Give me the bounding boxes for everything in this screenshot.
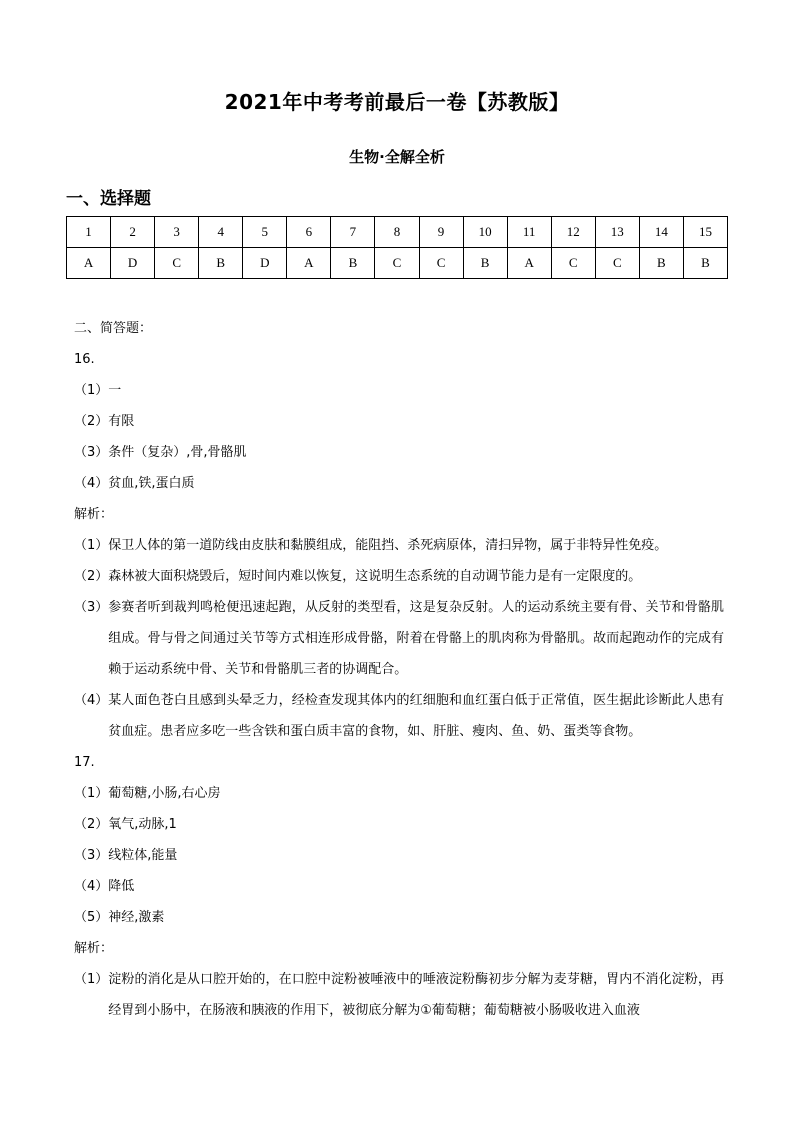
question-number: 16. [74, 352, 95, 367]
question-number-cell: 12 [551, 217, 595, 248]
analysis-number: （3） [74, 600, 109, 615]
short-answer-section [74, 313, 724, 1026]
question-number-cell: 7 [331, 217, 375, 248]
page-subtitle: 生物·全解全析 [349, 148, 445, 166]
answer-table-number-row [67, 217, 728, 248]
analysis-text: 淀粉的消化是从口腔开始的，在口腔中淀粉被唾液中的唾液淀粉酶初步分解为麦芽糖，胃内不消化淀粉，再经胃到小肠中，在肠液和胰液的作用下，被彻底分解为①葡萄糖；葡萄糖被小肠吸收进入血液 [108, 972, 724, 1018]
answer-cell: C [155, 248, 199, 279]
answer-cell: C [375, 248, 419, 279]
answer-line: （3）条件（复杂）,骨,骨骼肌 [74, 445, 247, 460]
answer-line: （3）线粒体,能量 [74, 848, 178, 863]
question-number-cell: 1 [67, 217, 111, 248]
analysis-text: 保卫人体的第一道防线由皮肤和黏膜组成，能阻挡、杀死病原体，清扫异物，属于非特异性免疫。 [108, 538, 668, 553]
answer-cell: C [595, 248, 639, 279]
question-number-cell: 11 [507, 217, 551, 248]
analysis-paragraph [74, 561, 724, 592]
answer-cell: A [507, 248, 551, 279]
answer-table [66, 216, 728, 279]
answer-line: （1）葡萄糖,小肠,右心房 [74, 786, 221, 801]
answer-cell: A [67, 248, 111, 279]
answer-line: （4）降低 [74, 879, 135, 894]
analysis-text: 森林被大面积烧毁后，短时间内难以恢复，这说明生态系统的自动调节能力是有一定限度的。 [108, 569, 642, 584]
question-number-cell: 14 [639, 217, 683, 248]
answer-line: （2）氧气,动脉,1 [74, 817, 177, 832]
question-number-cell: 8 [375, 217, 419, 248]
answer-cell: B [463, 248, 507, 279]
question-number: 17. [74, 755, 95, 770]
answer-cell: C [551, 248, 595, 279]
analysis-paragraph [74, 964, 724, 1026]
analysis-label: 解析： [74, 507, 114, 522]
answer-cell: C [419, 248, 463, 279]
analysis-paragraph [74, 530, 724, 561]
analysis-number: （1） [74, 538, 109, 553]
question-number-cell: 13 [595, 217, 639, 248]
question-number-cell: 5 [243, 217, 287, 248]
answer-table-answer-row [67, 248, 728, 279]
answer-cell: B [639, 248, 683, 279]
answer-cell: B [683, 248, 727, 279]
analysis-text: 某人面色苍白且感到头晕乏力，经检查发现其体内的红细胞和血红蛋白低于正常值，医生据此诊断此人患有贫血症。患者应多吃一些含铁和蛋白质丰富的食物，如、肝脏、瘦肉、鱼、奶、蛋类等食物。 [108, 693, 724, 739]
question-number-cell: 10 [463, 217, 507, 248]
answer-cell: D [111, 248, 155, 279]
analysis-number: （1） [74, 972, 109, 987]
analysis-text: 参赛者听到裁判鸣枪便迅速起跑，从反射的类型看，这是复杂反射。人的运动系统主要有骨、关节和骨骼肌组成。骨与骨之间通过关节等方式相连形成骨骼，附着在骨骼上的肌肉称为骨骼肌。故而起跑动作的完成有赖于运动系统中骨、关节和骨骼肌三者的协调配合。 [108, 600, 724, 677]
page-title: 2021年中考考前最后一卷【苏教版】 [224, 90, 570, 114]
answer-cell: D [243, 248, 287, 279]
section-heading-short-answer: 二、简答题： [74, 321, 153, 336]
answer-cell: A [287, 248, 331, 279]
answer-line: （2）有限 [74, 414, 135, 429]
analysis-label: 解析： [74, 941, 114, 956]
analysis-number: （2） [74, 569, 109, 584]
question-number-cell: 9 [419, 217, 463, 248]
question-number-cell: 2 [111, 217, 155, 248]
question-number-cell: 15 [683, 217, 727, 248]
question-number-cell: 6 [287, 217, 331, 248]
answer-line: （5）神经,激素 [74, 910, 165, 925]
answer-cell: B [331, 248, 375, 279]
answer-line: （4）贫血,铁,蛋白质 [74, 476, 195, 491]
analysis-paragraph [74, 685, 724, 747]
answer-line: （1）一 [74, 383, 122, 398]
question-number-cell: 4 [199, 217, 243, 248]
analysis-number: （4） [74, 693, 109, 708]
answer-cell: B [199, 248, 243, 279]
question-number-cell: 3 [155, 217, 199, 248]
analysis-paragraph [74, 592, 724, 685]
section-heading-choice: 一、选择题 [66, 189, 151, 209]
